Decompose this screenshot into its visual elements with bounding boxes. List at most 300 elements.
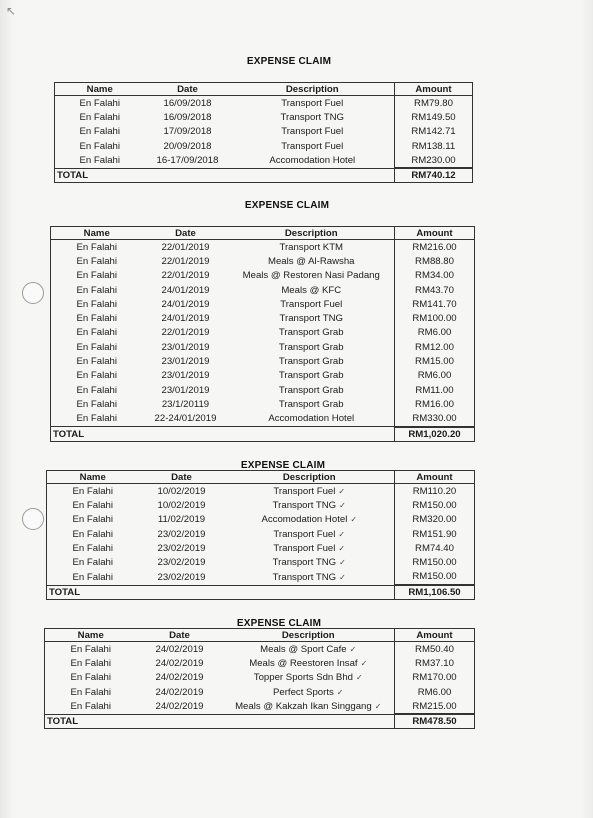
cell-description-text: Transport Grab: [278, 398, 344, 410]
table-row: [45, 656, 475, 670]
cell-date: [143, 412, 229, 427]
cell-name: [51, 326, 143, 340]
cell-date-text: 23/01/2019: [161, 341, 210, 353]
cell-date: [143, 326, 229, 340]
cell-name-text: En Falahi: [76, 284, 118, 296]
cell-description: [225, 527, 395, 541]
cell-amount: [395, 498, 475, 512]
cell-amount: [395, 397, 475, 411]
table-row: [51, 311, 475, 325]
check-mark-icon: ✓: [338, 543, 346, 553]
cell-date: [143, 369, 229, 383]
cell-date-text: 22/01/2019: [161, 255, 210, 267]
cell-date-text: 10/02/2019: [157, 499, 206, 511]
header-amount: Amount: [395, 83, 473, 96]
cell-description: [231, 125, 395, 139]
cell-amount: [395, 555, 475, 569]
expense-claim-table-2: [50, 226, 475, 442]
check-mark-icon: ✓: [339, 572, 346, 582]
cell-description-text: Transport Fuel: [281, 140, 344, 152]
cell-amount: [395, 570, 475, 585]
corner-mark-icon: ↖: [6, 4, 17, 18]
cell-amount-text: RM151.90: [412, 528, 457, 540]
check-mark-icon: ✓: [338, 486, 346, 496]
cell-amount-text: RM88.80: [415, 255, 454, 267]
header-date: Date: [137, 629, 223, 642]
cell-name: [45, 685, 137, 699]
cell-name: [45, 656, 137, 670]
cell-date: [145, 96, 231, 111]
cell-amount-text: RM16.00: [415, 398, 454, 410]
cell-amount-text: RM142.71: [411, 126, 456, 138]
cell-description: [229, 397, 395, 411]
cell-amount-text: RM50.40: [415, 643, 454, 655]
cell-name-text: En Falahi: [76, 370, 118, 382]
cell-description: [229, 340, 395, 354]
cell-amount: [395, 311, 475, 325]
total-row: [47, 585, 475, 600]
cell-date-text: 17/09/2018: [163, 126, 212, 138]
cell-description: [229, 412, 395, 427]
cell-name: [47, 527, 139, 541]
check-mark-icon: ✓: [336, 687, 344, 697]
cell-amount-text: RM150.00: [412, 499, 457, 511]
cell-description: [229, 240, 395, 255]
cell-description-text: Transport Fuel: [280, 298, 343, 310]
cell-amount: [395, 484, 475, 499]
table-row: [51, 326, 475, 340]
cell-name: [51, 369, 143, 383]
cell-date-text: 16/09/2018: [163, 97, 212, 109]
table-row: [47, 498, 475, 512]
cell-date-text: 24/02/2019: [155, 686, 204, 698]
header-name: Name: [47, 471, 139, 484]
cell-amount: [395, 125, 473, 139]
cell-name-text: En Falahi: [76, 270, 118, 282]
cell-date-text: 16-17/09/2018: [156, 155, 219, 167]
cell-amount-text: RM149.50: [411, 111, 456, 123]
cell-description-text: Meals @ Restoren Nasi Padang: [242, 270, 380, 282]
header-name: Name: [45, 629, 137, 642]
cell-name-text: En Falahi: [72, 557, 114, 569]
cell-date-text: 22-24/01/2019: [154, 413, 217, 425]
cell-date: [145, 110, 231, 124]
cell-name-text: En Falahi: [76, 341, 118, 353]
cell-description-text: Transport Fuel: [273, 485, 336, 497]
cell-name-text: En Falahi: [72, 485, 114, 497]
claim-title: EXPENSE CLAIM: [244, 200, 330, 211]
check-mark-icon: ✓: [356, 673, 363, 683]
cell-amount: [395, 541, 475, 555]
cell-date: [143, 340, 229, 354]
cell-amount: [395, 656, 475, 670]
cell-description-text: Meals @ Reestoren Insaf: [249, 657, 358, 669]
total-label: TOTAL: [51, 427, 395, 442]
cell-description-text: Perfect Sports: [273, 686, 334, 698]
table-row: [51, 397, 475, 411]
cell-date: [143, 269, 229, 283]
cell-name: [55, 96, 145, 111]
cell-amount-text: RM37.10: [415, 657, 454, 669]
table-row: [51, 283, 475, 297]
header-amount: Amount: [395, 629, 475, 642]
cell-amount-text: RM100.00: [412, 313, 457, 325]
cell-amount: [395, 354, 475, 368]
cell-name-text: En Falahi: [79, 111, 121, 123]
cell-date-text: 23/02/2019: [157, 571, 206, 583]
cell-description: [231, 96, 395, 111]
header-description: Description: [223, 629, 395, 642]
table-row: [45, 699, 475, 714]
table-row: [51, 383, 475, 397]
cell-name: [51, 354, 143, 368]
cell-description: [229, 269, 395, 283]
table-row: [47, 527, 475, 541]
cell-amount: [395, 369, 475, 383]
cell-amount-text: RM6.00: [417, 327, 452, 339]
cell-amount-text: RM79.80: [414, 97, 453, 109]
cell-name-text: En Falahi: [76, 398, 118, 410]
cell-name: [55, 139, 145, 153]
cell-description-text: Transport TNG: [280, 111, 344, 123]
cell-amount: [395, 412, 475, 427]
cell-date-text: 23/01/2019: [161, 384, 210, 396]
cell-name-text: En Falahi: [76, 313, 118, 325]
cell-description: [223, 699, 395, 714]
header-date: Date: [145, 83, 231, 96]
header-description: Description: [225, 471, 395, 484]
cell-amount: [395, 110, 473, 124]
cell-description: [229, 254, 395, 268]
cell-date: [139, 484, 225, 499]
check-mark-icon: ✓: [374, 702, 382, 712]
cell-date: [137, 656, 223, 670]
cell-date-text: 22/01/2019: [161, 270, 210, 282]
cell-amount-text: RM150.00: [412, 557, 457, 569]
table-row: [51, 340, 475, 354]
cell-name: [51, 340, 143, 354]
cell-description-text: Transport TNG: [279, 313, 343, 325]
check-mark-icon: ✓: [349, 644, 357, 654]
table-row: [55, 96, 473, 111]
total-row: [55, 168, 473, 183]
table-row: [47, 484, 475, 499]
header-row: [51, 227, 475, 240]
cell-amount: [395, 699, 475, 714]
cell-description-text: Transport TNG: [272, 499, 337, 511]
cell-date: [143, 383, 229, 397]
header-amount: Amount: [395, 471, 475, 484]
cell-amount: [395, 240, 475, 255]
cell-name: [51, 383, 143, 397]
table-row: [55, 153, 473, 168]
header-name: Name: [55, 83, 145, 96]
cell-description-text: Transport Grab: [278, 327, 344, 339]
cell-description: [229, 369, 395, 383]
cell-date-text: 10/02/2019: [157, 485, 206, 497]
cell-date-text: 11/02/2019: [157, 514, 206, 526]
cell-name: [47, 555, 139, 569]
cell-date-text: 20/09/2018: [163, 140, 212, 152]
total-row: [51, 427, 475, 442]
cell-amount: [395, 383, 475, 397]
cell-name-text: En Falahi: [72, 571, 114, 583]
table-row: [51, 354, 475, 368]
cell-name-text: En Falahi: [70, 657, 112, 669]
cell-amount-text: RM150.00: [412, 571, 457, 583]
cell-date-text: 24/01/2019: [161, 298, 210, 310]
cell-date: [139, 570, 225, 585]
header-date: Date: [143, 227, 229, 240]
cell-description: [225, 498, 395, 512]
cell-date: [139, 498, 225, 512]
cell-name-text: En Falahi: [76, 255, 118, 267]
cell-amount-text: RM74.40: [415, 542, 454, 554]
check-mark-icon: ✓: [339, 558, 346, 568]
cell-name: [51, 269, 143, 283]
cell-amount: [395, 153, 473, 168]
cell-description: [229, 283, 395, 297]
cell-name-text: En Falahi: [76, 241, 118, 253]
cell-description: [225, 484, 395, 499]
cell-amount-text: RM110.20: [412, 485, 457, 497]
cell-description: [231, 110, 395, 124]
cell-date-text: 22/01/2019: [161, 241, 210, 253]
cell-description-text: Meals @ KFC: [281, 284, 342, 296]
cell-name-text: En Falahi: [72, 542, 114, 554]
cell-description: [223, 642, 395, 657]
cell-description: [229, 354, 395, 368]
cell-description: [229, 311, 395, 325]
cell-amount: [395, 513, 475, 527]
cell-date: [143, 311, 229, 325]
total-label: TOTAL: [45, 714, 395, 729]
cell-amount: [395, 671, 475, 685]
cell-description: [223, 671, 395, 685]
total-label: TOTAL: [47, 585, 395, 600]
cell-date-text: 23/02/2019: [157, 542, 206, 554]
cell-amount: [395, 340, 475, 354]
cell-date: [143, 397, 229, 411]
cell-description-text: Transport KTM: [279, 241, 344, 253]
cell-amount: [395, 254, 475, 268]
cell-date: [145, 125, 231, 139]
cell-amount-text: RM230.00: [411, 154, 456, 166]
cell-date-text: 22/01/2019: [161, 327, 210, 339]
cell-name: [47, 513, 139, 527]
cell-name: [51, 254, 143, 268]
cell-amount: [395, 139, 473, 153]
cell-date: [145, 139, 231, 153]
cell-amount-text: RM138.11: [411, 140, 456, 152]
cell-date-text: 24/02/2019: [155, 643, 204, 655]
cell-description-text: Accomodation Hotel: [269, 155, 356, 167]
table-row: [55, 125, 473, 139]
cell-amount-text: RM330.00: [412, 413, 457, 425]
cell-name: [47, 498, 139, 512]
cell-amount: [395, 685, 475, 699]
check-mark-icon: ✓: [350, 515, 358, 525]
cell-date-text: 24/02/2019: [155, 701, 204, 713]
cell-date: [143, 254, 229, 268]
table-row: [47, 555, 475, 569]
cell-name: [55, 110, 145, 124]
check-mark-icon: ✓: [338, 529, 346, 539]
cell-description-text: Meals @ Sport Cafe: [260, 643, 347, 655]
cell-date: [143, 297, 229, 311]
header-amount: Amount: [395, 227, 475, 240]
cell-amount-text: RM216.00: [412, 241, 457, 253]
cell-amount: [395, 283, 475, 297]
claim-title: EXPENSE CLAIM: [236, 618, 322, 629]
header-description: Description: [231, 83, 395, 96]
cell-description-text: Transport Grab: [278, 370, 344, 382]
cell-description-text: Meals @ Kakzah Ikan Singgang: [235, 701, 372, 713]
cell-description-text: Transport Fuel: [281, 126, 344, 138]
table-row: [45, 671, 475, 685]
cell-name: [47, 484, 139, 499]
cell-amount: [395, 269, 475, 283]
cell-name-text: En Falahi: [70, 686, 112, 698]
cell-amount-text: RM320.00: [412, 514, 457, 526]
cell-name: [51, 311, 143, 325]
cell-description-text: Transport TNG: [272, 571, 337, 583]
table-row: [47, 570, 475, 585]
cell-date-text: 24/01/2019: [161, 313, 210, 325]
punch-hole-icon: [22, 282, 44, 304]
cell-date-text: 24/02/2019: [155, 657, 204, 669]
cell-date-text: 23/02/2019: [157, 557, 206, 569]
cell-date: [139, 541, 225, 555]
table-row: [55, 139, 473, 153]
cell-amount-text: RM43.70: [415, 284, 454, 296]
cell-amount-text: RM12.00: [415, 341, 454, 353]
table-row: [51, 297, 475, 311]
cell-name-text: En Falahi: [76, 298, 118, 310]
cell-name-text: En Falahi: [70, 672, 112, 684]
cell-description: [231, 153, 395, 168]
total-row: [45, 714, 475, 729]
cell-description-text: Transport TNG: [272, 557, 337, 569]
cell-description-text: Accomodation Hotel: [268, 413, 355, 425]
cell-name: [51, 397, 143, 411]
cell-date: [139, 555, 225, 569]
table-row: [51, 254, 475, 268]
cell-description: [231, 139, 395, 153]
claim-title: EXPENSE CLAIM: [246, 56, 332, 67]
cell-date-text: 23/1/20119: [161, 398, 210, 410]
cell-amount: [395, 527, 475, 541]
cell-name: [45, 671, 137, 685]
header-description: Description: [229, 227, 395, 240]
cell-name-text: En Falahi: [79, 126, 121, 138]
cell-name-text: En Falahi: [79, 97, 121, 109]
table-row: [47, 541, 475, 555]
cell-name-text: En Falahi: [76, 384, 118, 396]
cell-amount-text: RM215.00: [412, 700, 457, 712]
cell-amount: [395, 96, 473, 111]
table-row: [45, 642, 475, 657]
cell-description: [223, 685, 395, 699]
cell-description: [225, 555, 395, 569]
cell-date: [145, 153, 231, 168]
cell-date: [143, 240, 229, 255]
table-row: [51, 240, 475, 255]
table-row: [51, 269, 475, 283]
cell-name-text: En Falahi: [79, 155, 121, 167]
cell-date: [143, 354, 229, 368]
total-amount: RM1,020.20: [395, 427, 475, 442]
cell-date: [137, 699, 223, 714]
expense-claim-table-4: [44, 628, 475, 729]
expense-claim-table-1: [54, 82, 473, 183]
cell-description-text: Transport Grab: [278, 384, 344, 396]
cell-description: [229, 326, 395, 340]
cell-name-text: En Falahi: [72, 528, 114, 540]
table-row: [51, 369, 475, 383]
cell-amount-text: RM15.00: [415, 356, 454, 368]
table-row: [51, 412, 475, 427]
check-mark-icon: ✓: [339, 500, 346, 510]
cell-name: [51, 297, 143, 311]
cell-date: [137, 642, 223, 657]
cell-name-text: En Falahi: [70, 701, 112, 713]
cell-description-text: Meals @ Al-Rawsha: [267, 255, 355, 267]
cell-description: [223, 656, 395, 670]
cell-date: [139, 527, 225, 541]
cell-amount-text: RM34.00: [415, 270, 454, 282]
cell-name-text: En Falahi: [70, 643, 112, 655]
header-row: [45, 629, 475, 642]
cell-amount-text: RM141.70: [412, 298, 457, 310]
cell-date: [139, 513, 225, 527]
cell-description-text: Accomodation Hotel: [261, 514, 348, 526]
cell-description: [225, 541, 395, 555]
cell-name: [47, 541, 139, 555]
cell-date-text: 24/02/2019: [155, 672, 204, 684]
cell-date-text: 16/09/2018: [163, 111, 212, 123]
cell-name: [47, 570, 139, 585]
cell-name: [45, 642, 137, 657]
header-row: [55, 83, 473, 96]
cell-description-text: Transport Grab: [278, 356, 344, 368]
cell-amount-text: RM6.00: [417, 686, 452, 698]
cell-date: [143, 283, 229, 297]
cell-name-text: En Falahi: [72, 514, 114, 526]
cell-description-text: Transport Fuel: [273, 528, 336, 540]
check-mark-icon: ✓: [360, 658, 368, 668]
punch-hole-icon: [22, 508, 44, 530]
cell-name-text: En Falahi: [79, 140, 121, 152]
cell-name: [45, 699, 137, 714]
total-amount: RM1,106.50: [395, 585, 475, 600]
cell-date-text: 23/01/2019: [161, 370, 210, 382]
claim-title: EXPENSE CLAIM: [240, 460, 326, 471]
cell-name-text: En Falahi: [76, 356, 118, 368]
cell-description-text: Topper Sports Sdn Bhd: [253, 672, 353, 684]
cell-description-text: Transport Fuel: [281, 97, 344, 109]
total-amount: RM740.12: [395, 168, 473, 183]
table-row: [47, 513, 475, 527]
total-amount: RM478.50: [395, 714, 475, 729]
cell-description: [225, 513, 395, 527]
cell-name-text: En Falahi: [76, 413, 118, 425]
cell-date: [137, 685, 223, 699]
cell-name: [51, 283, 143, 297]
cell-name-text: En Falahi: [72, 499, 114, 511]
table-row: [55, 110, 473, 124]
cell-amount: [395, 642, 475, 657]
